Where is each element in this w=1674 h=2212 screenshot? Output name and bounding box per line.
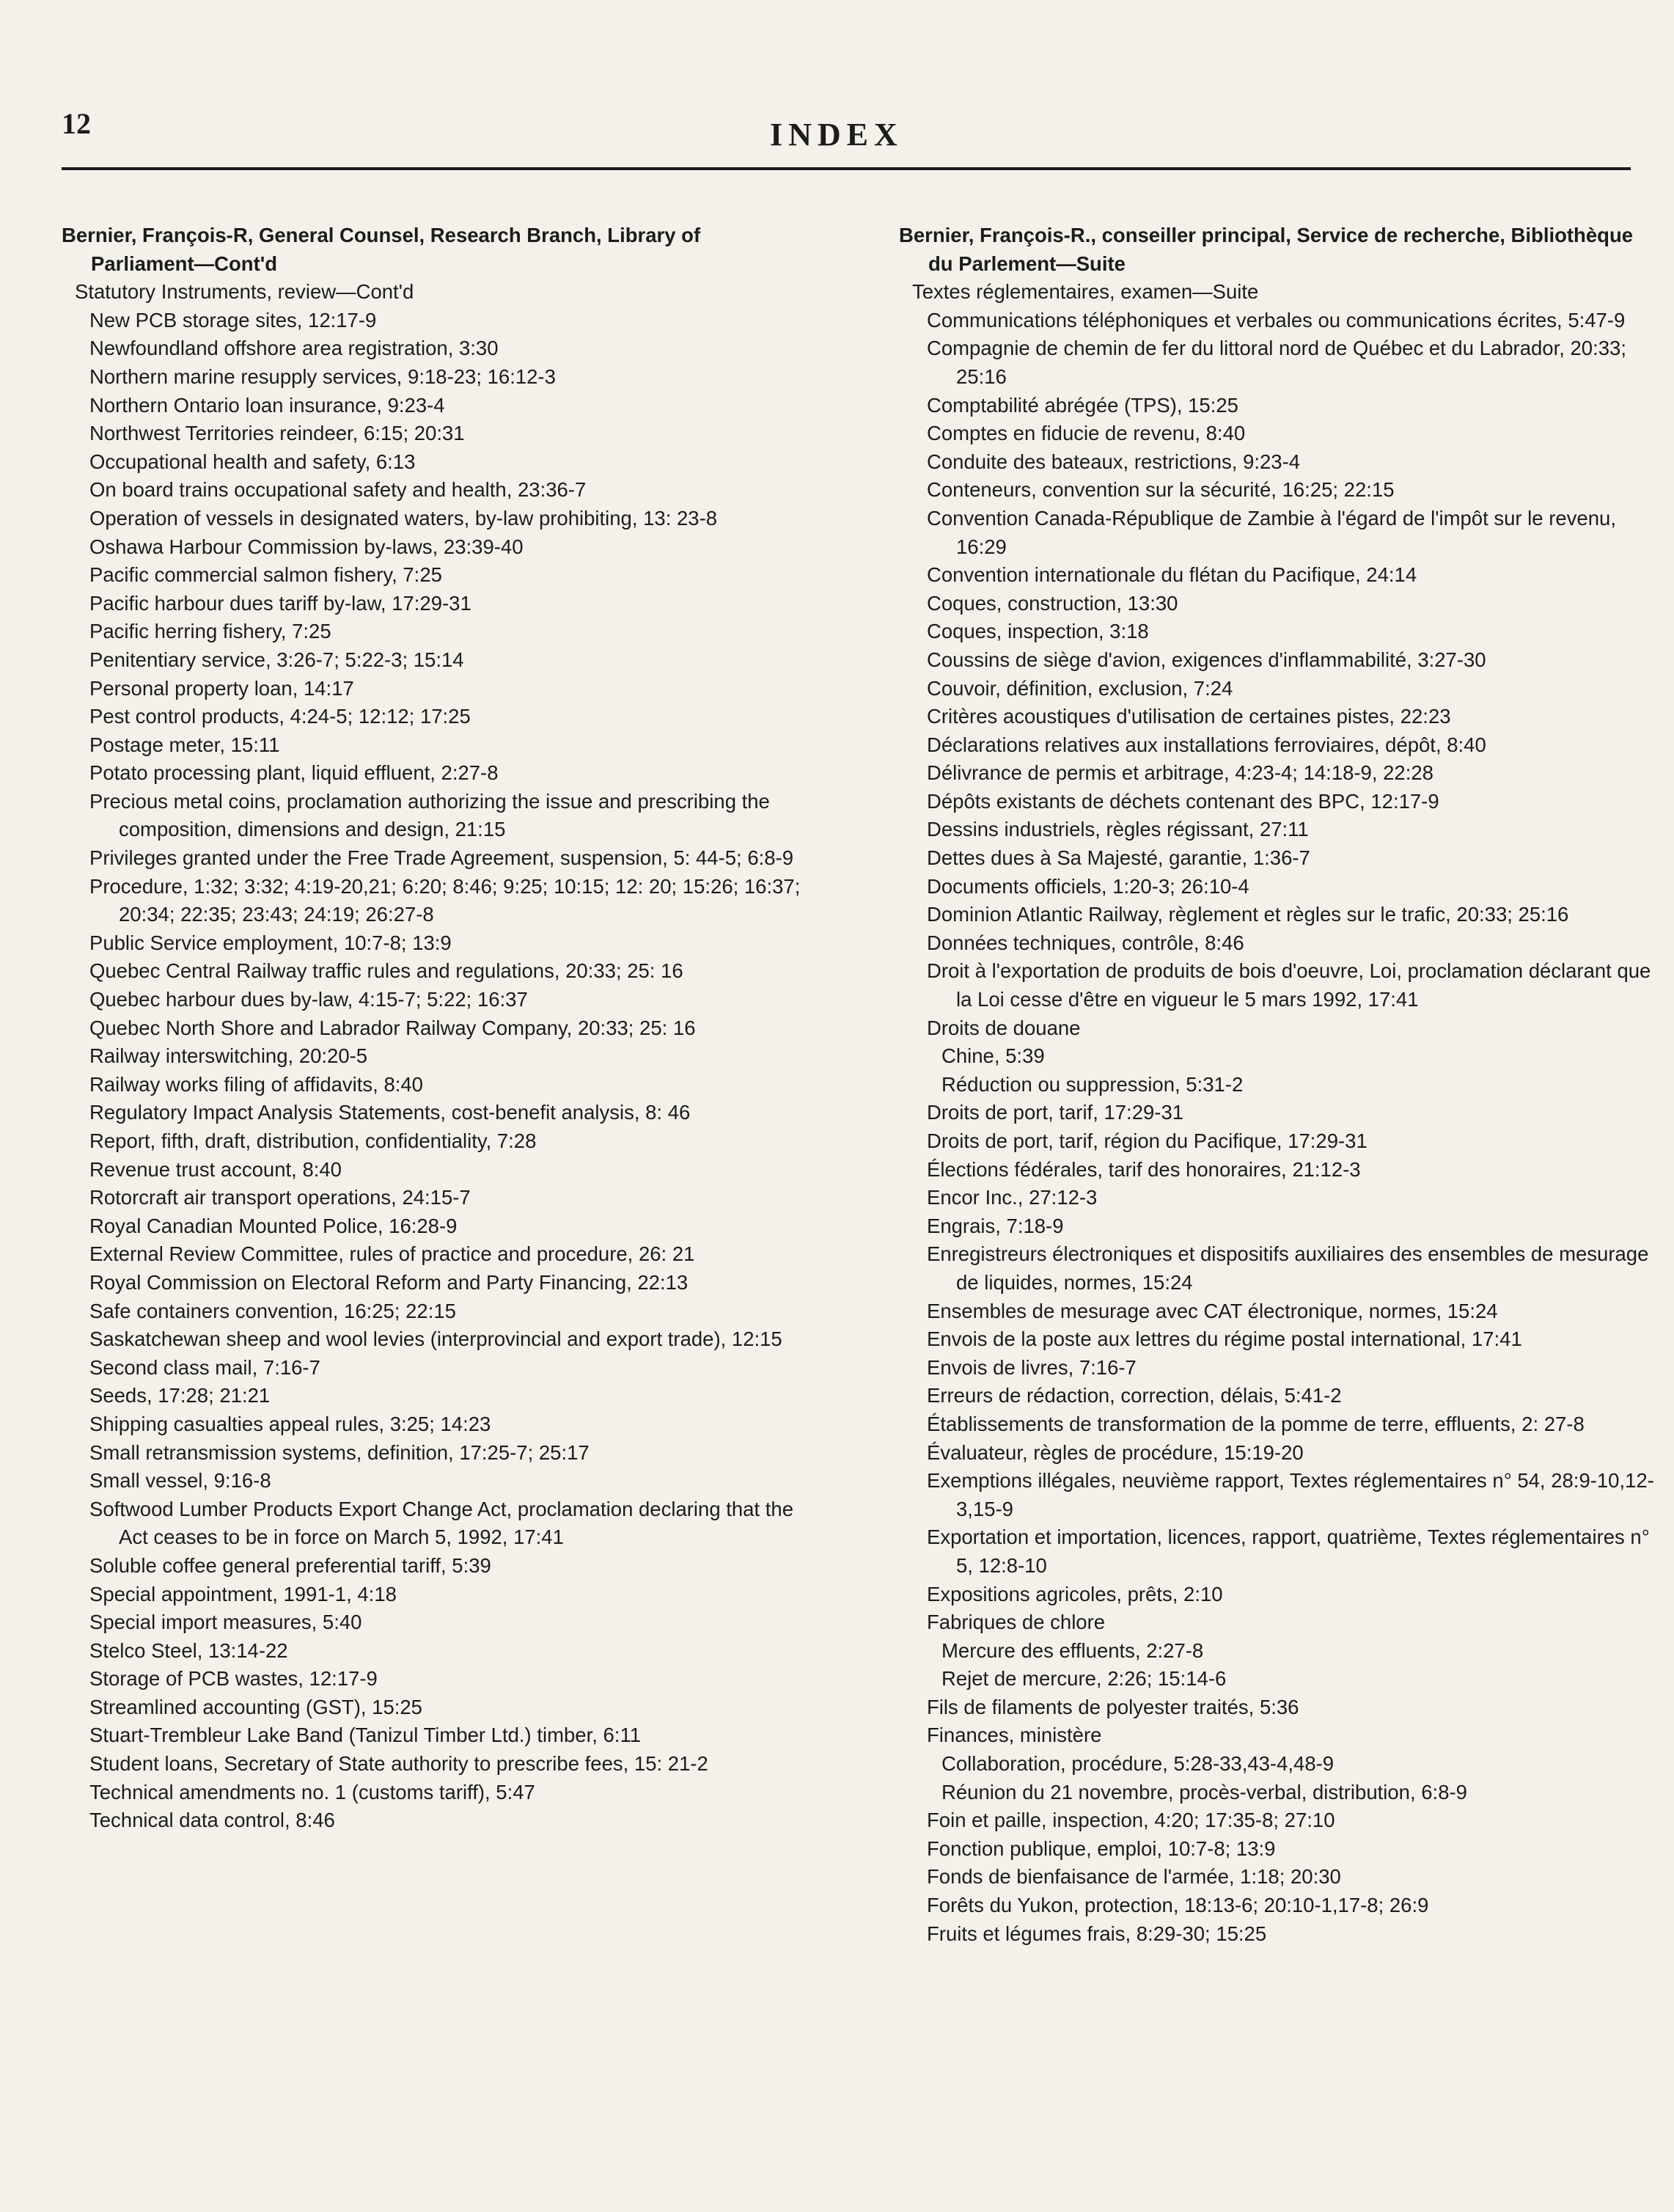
index-entry: Shipping casualties appeal rules, 3:25; 14:23 xyxy=(89,1412,491,1435)
index-entry: Forêts du Yukon, protection, 18:13-6; 20:10-1,17-8; 26:9 xyxy=(927,1894,1429,1917)
index-entry: On board trains occupational safety and health, 23:36-7 xyxy=(89,478,587,502)
page-number: 12 xyxy=(62,107,91,140)
index-entry: Comptabilité abrégée (TPS), 15:25 xyxy=(927,393,1238,417)
index-entry: Mercure des effluents, 2:27-8 xyxy=(941,1638,1204,1662)
index-entry: Encor Inc., 27:12-3 xyxy=(927,1186,1098,1209)
index-entry: Coussins de siège d'avion, exigences d'inflammabilité, 3:27-30 xyxy=(927,648,1486,671)
index-entry: Droits de port, tarif, 17:29-31 xyxy=(927,1101,1184,1124)
index-entry: Quebec Central Railway traffic rules and regulations, 20:33; 25: 16 xyxy=(89,959,683,983)
index-entry: Envois de livres, 7:16-7 xyxy=(927,1355,1137,1379)
index-entry: Safe containers convention, 16:25; 22:15 xyxy=(89,1299,456,1322)
index-entry: Technical data control, 8:46 xyxy=(89,1809,335,1832)
index-entry: Postage meter, 15:11 xyxy=(89,733,280,756)
index-entry: Penitentiary service, 3:26-7; 5:22-3; 15:14 xyxy=(89,648,464,671)
index-entry: Évaluateur, règles de procédure, 15:19-20 xyxy=(927,1440,1304,1464)
index-entry: Pest control products, 4:24-5; 12:12; 17:25 xyxy=(89,705,471,728)
index-entry: Softwood Lumber Products Export Change Act, proclamation declaring that the Act ceases to be in force on March 5, 1992, 17:41 xyxy=(89,1497,793,1549)
index-entry: Délivrance de permis et arbitrage, 4:23-4; 14:18-9, 22:28 xyxy=(927,761,1433,785)
index-entry: Finances, ministère xyxy=(927,1724,1102,1747)
index-entry: Storage of PCB wastes, 12:17-9 xyxy=(89,1667,378,1691)
index-entry: Saskatchewan sheep and wool levies (interprovincial and export trade), 12:15 xyxy=(89,1327,782,1351)
index-entry: New PCB storage sites, 12:17-9 xyxy=(89,308,377,332)
index-entry: Stelco Steel, 13:14-22 xyxy=(89,1638,288,1662)
index-entry: Convention Canada-République de Zambie à l'égard de l'impôt sur le revenu, 16:29 xyxy=(927,506,1616,558)
index-entry: Soluble coffee general preferential tariff, 5:39 xyxy=(89,1553,491,1577)
index-entry: Northern Ontario loan insurance, 9:23-4 xyxy=(89,393,445,417)
index-entry: Dépôts existants de déchets contenant des BPC, 12:17-9 xyxy=(927,789,1439,813)
index-entry: Élections fédérales, tarif des honoraires, 21:12-3 xyxy=(927,1157,1361,1181)
index-entry: Déclarations relatives aux installations ferroviaires, dépôt, 8:40 xyxy=(927,733,1486,756)
index-entry: Ensembles de mesurage avec CAT électronique, normes, 15:24 xyxy=(927,1299,1498,1322)
title-rule xyxy=(62,167,1631,170)
index-entry: Établissements de transformation de la pomme de terre, effluents, 2: 27-8 xyxy=(927,1412,1585,1435)
index-entry: Statutory Instruments, review—Cont'd xyxy=(75,280,414,304)
index-entry: Fonction publique, emploi, 10:7-8; 13:9 xyxy=(927,1836,1276,1860)
index-entry: Critères acoustiques d'utilisation de certaines pistes, 22:23 xyxy=(927,705,1451,728)
index-entry: Public Service employment, 10:7-8; 13:9 xyxy=(89,931,452,954)
index-entry: Enregistreurs électroniques et dispositifs auxiliaires des ensembles de mesurage de liquides, normes, 15:24 xyxy=(927,1242,1649,1294)
index-entry: Quebec harbour dues by-law, 4:15-7; 5:22; 16:37 xyxy=(89,988,528,1011)
index-entry: Northwest Territories reindeer, 6:15; 20:31 xyxy=(89,422,465,445)
index-entry: Oshawa Harbour Commission by-laws, 23:39-40 xyxy=(89,535,524,558)
index-entry: Réunion du 21 novembre, procès-verbal, distribution, 6:8-9 xyxy=(941,1780,1467,1803)
index-entry: Chine, 5:39 xyxy=(941,1044,1045,1068)
index-entry: Communications téléphoniques et verbales ou communications écrites, 5:47-9 xyxy=(927,308,1626,332)
index-heading: Bernier, François-R, General Counsel, Research Branch, Library of Parliament—Cont'd xyxy=(62,224,701,275)
index-entry: Potato processing plant, liquid effluent, 2:27-8 xyxy=(89,761,499,785)
index-entry: Convention internationale du flétan du Pacifique, 24:14 xyxy=(927,563,1417,587)
index-entry: Small retransmission systems, definition, 17:25-7; 25:17 xyxy=(89,1440,590,1464)
index-entry: Privileges granted under the Free Trade Agreement, suspension, 5: 44-5; 6:8-9 xyxy=(89,846,794,870)
index-entry: Small vessel, 9:16-8 xyxy=(89,1469,271,1493)
index-entry: Conteneurs, convention sur la sécurité, 16:25; 22:15 xyxy=(927,478,1395,502)
index-heading: Bernier, François-R., conseiller principal, Service de recherche, Bibliothèque du Parlement—Suite xyxy=(899,224,1634,275)
index-entry: Fruits et légumes frais, 8:29-30; 15:25 xyxy=(927,1922,1267,1945)
index-entry: Rejet de mercure, 2:26; 15:14-6 xyxy=(941,1667,1227,1691)
index-entry: Precious metal coins, proclamation authorizing the issue and prescribing the composition, dimensions and design, 21:15 xyxy=(89,789,770,841)
index-entry: Pacific commercial salmon fishery, 7:25 xyxy=(89,563,442,587)
index-entry: Report, fifth, draft, distribution, confidentiality, 7:28 xyxy=(89,1129,537,1152)
index-entry: Special appointment, 1991-1, 4:18 xyxy=(89,1582,397,1605)
page-title: INDEX xyxy=(770,117,903,153)
index-entry: Expositions agricoles, prêts, 2:10 xyxy=(927,1582,1223,1605)
index-column-right xyxy=(899,221,1654,1948)
index-entry: Droit à l'exportation de produits de bois d'oeuvre, Loi, proclamation déclarant que la Loi cesse d'être en vigueur le 5 mars 1992, 17:41 xyxy=(927,959,1651,1011)
index-entry: Exemptions illégales, neuvième rapport, Textes réglementaires n° 54, 28:9-10,12-3,15-9 xyxy=(927,1469,1654,1520)
index-entry: Documents officiels, 1:20-3; 26:10-4 xyxy=(927,874,1249,898)
index-entry: Compagnie de chemin de fer du littoral nord de Québec et du Labrador, 20:33; 25:16 xyxy=(927,337,1626,388)
index-entry: Engrais, 7:18-9 xyxy=(927,1214,1064,1237)
index-entry: Collaboration, procédure, 5:28-33,43-4,48-9 xyxy=(941,1752,1335,1776)
index-entry: Second class mail, 7:16-7 xyxy=(89,1355,320,1379)
index-entry: Envois de la poste aux lettres du régime postal international, 17:41 xyxy=(927,1327,1522,1351)
index-entry: Northern marine resupply services, 9:18-23; 16:12-3 xyxy=(89,365,556,388)
index-entry: Royal Canadian Mounted Police, 16:28-9 xyxy=(89,1214,458,1237)
index-entry: Occupational health and safety, 6:13 xyxy=(89,450,416,473)
index-entry: Fils de filaments de polyester traités, 5:36 xyxy=(927,1695,1299,1718)
index-entry: Conduite des bateaux, restrictions, 9:23-4 xyxy=(927,450,1301,473)
index-entry: Coques, inspection, 3:18 xyxy=(927,620,1149,643)
index-entry: Coques, construction, 13:30 xyxy=(927,591,1178,615)
index-entry: Royal Commission on Electoral Reform and Party Financing, 22:13 xyxy=(89,1270,689,1294)
index-entry: Dominion Atlantic Railway, règlement et règles sur le trafic, 20:33; 25:16 xyxy=(927,903,1569,926)
index-entry: Railway works filing of affidavits, 8:40 xyxy=(89,1072,423,1096)
index-entry: Comptes en fiducie de revenu, 8:40 xyxy=(927,422,1246,445)
index-entry: Pacific harbour dues tariff by-law, 17:29-31 xyxy=(89,591,471,615)
index-entry: Foin et paille, inspection, 4:20; 17:35-8; 27:10 xyxy=(927,1809,1335,1832)
index-entry: Operation of vessels in designated waters, by-law prohibiting, 13: 23-8 xyxy=(89,506,718,530)
index-entry: Seeds, 17:28; 21:21 xyxy=(89,1384,271,1407)
index-entry: Student loans, Secretary of State authority to prescribe fees, 15: 21-2 xyxy=(89,1752,708,1776)
index-entry: Personal property loan, 14:17 xyxy=(89,676,354,700)
index-entry: External Review Committee, rules of practice and procedure, 26: 21 xyxy=(89,1242,695,1266)
index-entry: Revenue trust account, 8:40 xyxy=(89,1157,342,1181)
index-column-left xyxy=(62,221,808,1835)
index-entry: Données techniques, contrôle, 8:46 xyxy=(927,931,1244,954)
index-entry: Railway interswitching, 20:20-5 xyxy=(89,1044,368,1068)
index-entry: Pacific herring fishery, 7:25 xyxy=(89,620,331,643)
index-entry: Exportation et importation, licences, rapport, quatrième, Textes réglementaires n° 5, 12:8-10 xyxy=(927,1526,1650,1577)
index-entry: Textes réglementaires, examen—Suite xyxy=(912,280,1259,304)
index-entry: Newfoundland offshore area registration, 3:30 xyxy=(89,337,499,360)
index-entry: Couvoir, définition, exclusion, 7:24 xyxy=(927,676,1233,700)
index-entry: Erreurs de rédaction, correction, délais, 5:41-2 xyxy=(927,1384,1342,1407)
index-entry: Procedure, 1:32; 3:32; 4:19-20,21; 6:20; 8:46; 9:25; 10:15; 12: 20; 15:26; 16:37; 20:34; 22:35; 23:43; 24:19; 26:27-8 xyxy=(89,874,801,926)
index-entry: Réduction ou suppression, 5:31-2 xyxy=(941,1072,1244,1096)
index-entry: Fabriques de chlore xyxy=(927,1611,1106,1634)
index-entry: Dessins industriels, règles régissant, 27:11 xyxy=(927,818,1309,841)
index-entry: Fonds de bienfaisance de l'armée, 1:18; 20:30 xyxy=(927,1865,1341,1889)
index-entry: Technical amendments no. 1 (customs tariff), 5:47 xyxy=(89,1780,535,1803)
index-entry: Regulatory Impact Analysis Statements, cost-benefit analysis, 8: 46 xyxy=(89,1101,691,1124)
index-entry: Stuart-Trembleur Lake Band (Tanizul Timber Ltd.) timber, 6:11 xyxy=(89,1724,641,1747)
index-entry: Special import measures, 5:40 xyxy=(89,1611,362,1634)
index-entry: Quebec North Shore and Labrador Railway Company, 20:33; 25: 16 xyxy=(89,1016,696,1039)
index-entry: Droits de douane xyxy=(927,1016,1081,1039)
index-entry: Dettes dues à Sa Majesté, garantie, 1:36-7 xyxy=(927,846,1310,870)
index-entry: Droits de port, tarif, région du Pacifique, 17:29-31 xyxy=(927,1129,1368,1152)
index-entry: Streamlined accounting (GST), 15:25 xyxy=(89,1695,422,1718)
index-entry: Rotorcraft air transport operations, 24:15-7 xyxy=(89,1186,471,1209)
